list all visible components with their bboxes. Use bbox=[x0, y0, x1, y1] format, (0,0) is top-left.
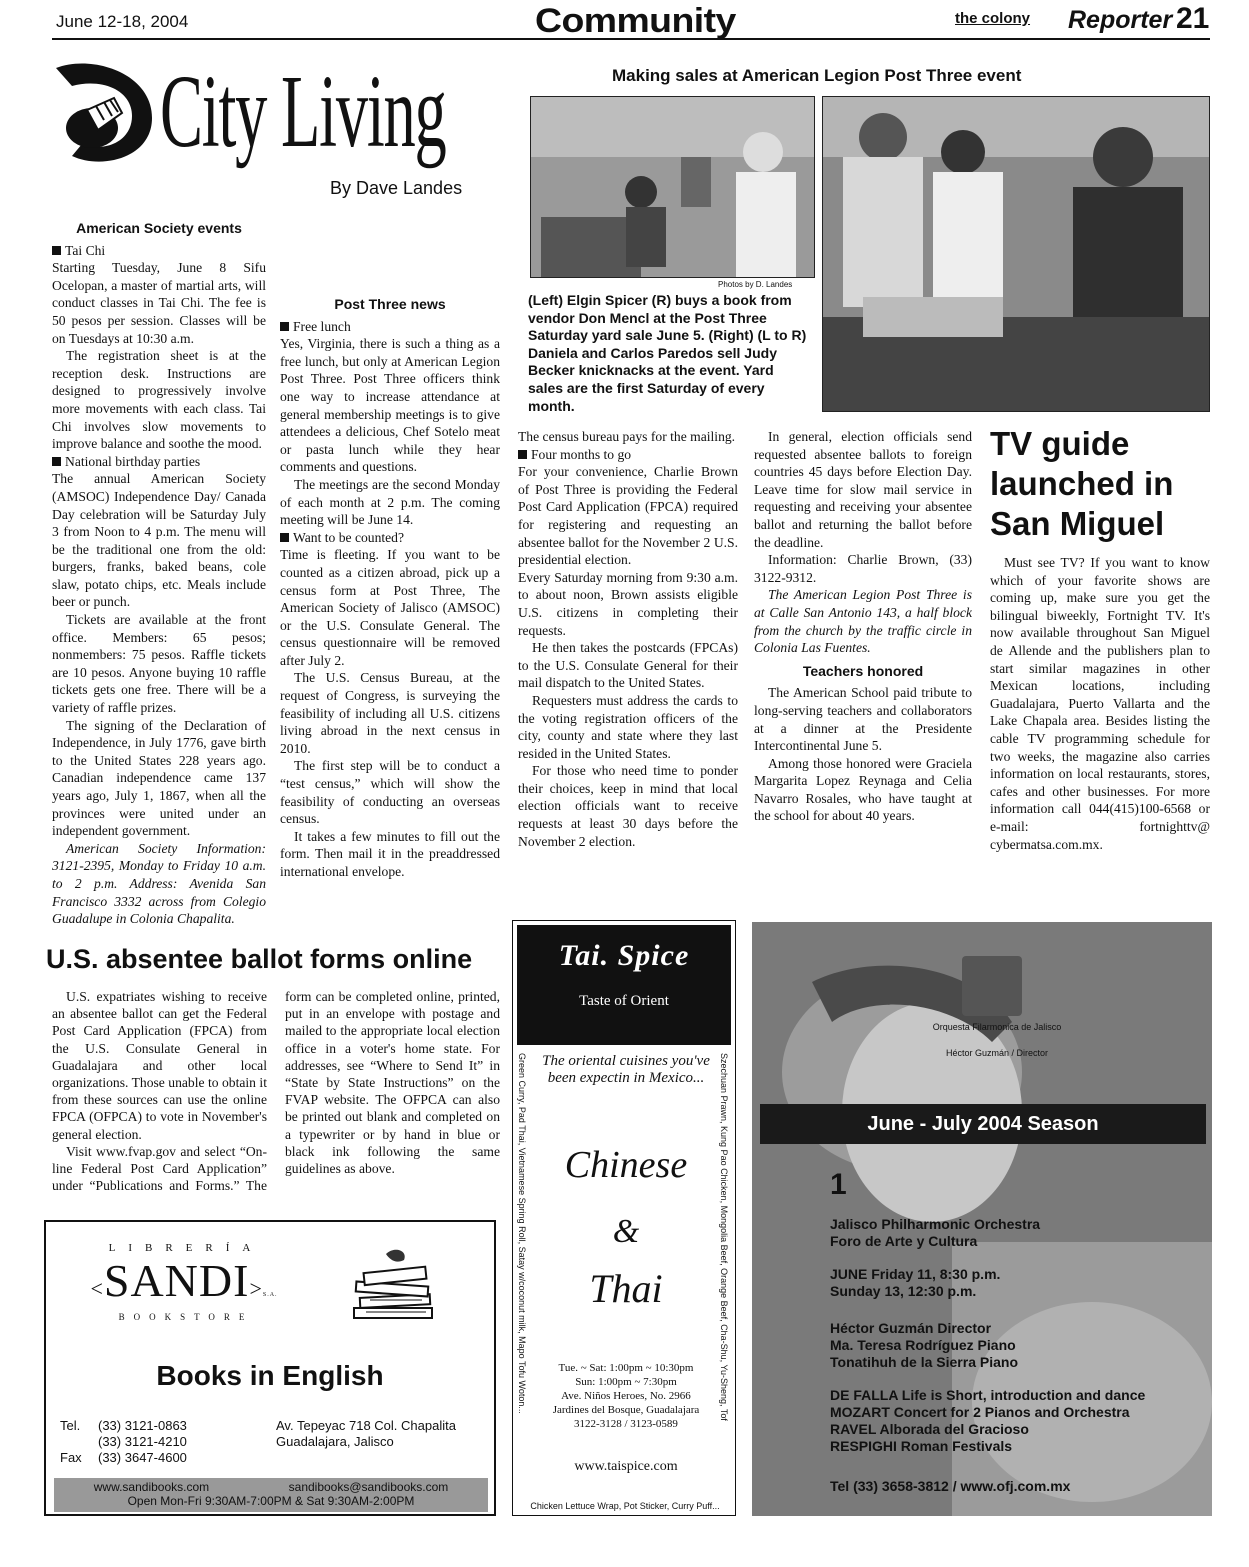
section-title: Community bbox=[535, 2, 736, 40]
photo-yard-sale-right-icon bbox=[823, 97, 1210, 412]
subhead-counted: Want to be counted? bbox=[280, 529, 500, 547]
tai-spice-header bbox=[517, 925, 731, 1045]
sandi-email[interactable]: sandibooks@sandibooks.com bbox=[288, 1480, 449, 1494]
concert-program-3: RAVEL Alborada del Gracioso bbox=[830, 1421, 1029, 1437]
paragraph: Must see TV? If you want to know which of your favorite shows are coming up, make sure you get the bilingual biweekly, Fortnight TV. It's now available throughout San Miguel de Allende and the publishers plan to start similar magazines in other Mexican locations, including Guadalajara, Puerto Vallarta and the Lake Chapala area. Besides listing the cable TV programming schedule for two weeks, the magazine also carries information on local restaurants, stores, cafes and other businesses. For more information call 044(415)100-6568 or e-mail: fortnighttv@ cybermatsa.com.mx. bbox=[990, 555, 1210, 852]
sandi-tel2: (33) 3121-4210 bbox=[98, 1434, 187, 1449]
sandi-web-row bbox=[54, 1480, 488, 1494]
sandi-top-label: LIBRERÍA bbox=[108, 1242, 264, 1254]
paragraph: In general, election officials send requested absentee ballots to foreign countries 45 days before Election Day. Leave time for slow mail service in requesting and receiving your absentee ballot and returning the ballot before the deadline. bbox=[754, 429, 972, 550]
paragraph: Information: Charlie Brown, (33) 3122-9312. bbox=[754, 552, 972, 585]
tai-spice-thai: Thai bbox=[589, 1266, 663, 1311]
subhead-teachers: Teachers honored bbox=[802, 662, 924, 679]
paragraph: Tickets are available at the front office. Members: 65 pesos; nonmembers: 75 pesos. Raffle tickets are 10 pesos. Anyone buying 10 raffle tickets gets one free. There will be a variety of raffle prizes. bbox=[52, 612, 266, 716]
paper-name: Reporter bbox=[1068, 6, 1173, 34]
paragraph: The registration sheet is at the reception desk. Instructions are designed to progressively involve more movements with each class. Tai Chi involves slow movements to improve balance and soothe the mood. bbox=[52, 348, 266, 452]
absentee-body bbox=[52, 988, 500, 1210]
concert-ensemble-2: Foro de Arte y Cultura bbox=[830, 1233, 978, 1249]
tai-spice-phones: 3122-3128 / 3123-0589 bbox=[574, 1418, 678, 1430]
ofj-logo-icon bbox=[962, 956, 1022, 1016]
subhead-birthday: National birthday parties bbox=[52, 453, 266, 471]
paragraph: The American School paid tribute to long-serving teachers and collaborators at a dinner at the Presidente Intercontinental June 5. bbox=[754, 685, 972, 754]
tai-spice-name: Tai. Spice bbox=[558, 939, 690, 972]
paragraph: For those who need time to ponder their choices, keep in mind that local election officials want to receive requests at least 30 days before the November 2 election. bbox=[518, 763, 738, 849]
sandi-logo bbox=[64, 1254, 304, 1307]
tai-spice-slogan: The oriental cuisines you've been expectin in Mexico... bbox=[542, 1053, 710, 1086]
concert-contact[interactable]: Tel (33) 3658-3812 / www.ofj.com.mx bbox=[830, 1478, 1071, 1494]
tv-guide-headline: TV guide launched in San Miguel bbox=[990, 425, 1174, 542]
sandi-bookstore-ad bbox=[44, 1220, 496, 1516]
paragraph: Every Saturday morning from 9:30 a.m. to about noon, Brown assists eligible U.S. citizens in completing their requests. bbox=[518, 569, 738, 638]
city-living-byline: By Dave Landes bbox=[330, 178, 463, 198]
concert-program-2: MOZART Concert for 2 Pianos and Orchestra bbox=[830, 1404, 1130, 1420]
subhead-four-months: Four months to go bbox=[518, 446, 738, 464]
sandi-name: SANDI bbox=[103, 1255, 250, 1306]
tai-spice-chinese: Chinese bbox=[564, 1144, 688, 1186]
sandi-right-bracket-icon: > bbox=[249, 1276, 263, 1301]
sandi-address-2: Guadalajara, Jalisco bbox=[276, 1434, 394, 1449]
tai-spice-hours-1: Tue. ~ Sat: 1:00pm ~ 10:30pm bbox=[558, 1362, 694, 1374]
paragraph: The signing of the Declaration of Independence, in July 1776, gave birth to the United States 228 years ago. Canadian independence came 137 years ago, July 1, 1867, when all the provinces were united under an independent government. bbox=[52, 717, 266, 839]
city-living-title: City Living bbox=[160, 54, 446, 169]
city-living-column-2 bbox=[280, 290, 500, 938]
photo-right bbox=[822, 96, 1210, 412]
issue-date: June 12-18, 2004 bbox=[56, 12, 189, 31]
concert-ensemble-1: Jalisco Philharmonic Orchestra bbox=[830, 1216, 1041, 1232]
paper-prefix: the colony bbox=[955, 10, 1031, 27]
paragraph: He then takes the postcards (FPCAs) to the U.S. Consulate General for their mail dispatch to the United States. bbox=[518, 640, 738, 691]
tv-guide-body bbox=[990, 554, 1210, 910]
paragraph: It takes a few minutes to fill out the form. Then mail it in the preaddressed international envelope. bbox=[280, 828, 500, 879]
concert-performer-2: Ma. Teresa Rodríguez Piano bbox=[830, 1337, 1016, 1353]
sandi-tel-label: Tel. bbox=[60, 1418, 81, 1433]
books-stack-icon bbox=[346, 1246, 438, 1322]
absentee-headline: U.S. absentee ballot forms online bbox=[46, 944, 473, 974]
sandi-fax: (33) 3647-4600 bbox=[98, 1450, 187, 1465]
legion-address: The American Legion Post Three is at Calle San Antonio 143, a half block from the church by the traffic circle in Colonia Las Fuentes. bbox=[754, 587, 972, 656]
photos-headline: Making sales at American Legion Post Three event bbox=[612, 66, 1022, 85]
paragraph: Visit www.fvap.gov and select “On-line Federal Post Card Application” under “Publications and Forms.” The form can be completed online, printed, put in an envelope with postage and mailed to the appropriate local election office in a voter's home state. For addresses, see “Where to Send It” in “State by State Instructions” on the FVAP website. The OFPCA can also be printed out blank and completed on a typewriter or by hand in blue or black ink following the same guidelines as above. bbox=[52, 989, 500, 1194]
paragraph: Among those honored were Graciela Margarita Lopez Reynaga and Celia Navarro Rosales, who have taught at the school for about 40 years. bbox=[754, 755, 972, 824]
tai-spice-amp: & bbox=[612, 1213, 640, 1250]
paragraph: The meetings are the second Monday of each month at 2 p.m. The coming meeting will be June 14. bbox=[280, 476, 500, 528]
paragraph: Yes, Virginia, there is such a thing as a free lunch, but only at American Legion Post Three. Post Three officers think one way to increase attendance at general membership meetings is to give attendees a delicious, Chef Sotelo meat or pasta lunch while they hear comments and questions. bbox=[280, 336, 500, 475]
paragraph: U.S. expatriates wishing to receive an absentee ballot can get the Federal Post Card Application (FPCA) from the U.S. Consulate General in Guadalajara and other local organizations. Those unable to obtain it from these sources can use the online FPCA (OFPCA) to vote in November's general election. bbox=[52, 989, 267, 1142]
concert-performer-3: Tonatihuh de la Sierra Piano bbox=[830, 1354, 1018, 1370]
photos-caption: (Left) Elgin Spicer (R) buys a book from vendor Don Mencl at the Post Three Saturday yard sale June 5. (Right) (L to R) Daniela and Carlos Paredos sell Judy Becker knicknacks at the event. Yard sales are the first Saturday of every month. bbox=[528, 292, 807, 414]
tai-spice-address-1: Ave. Niños Heroes, No. 2966 bbox=[561, 1390, 691, 1402]
concert-date-2: Sunday 13, 12:30 p.m. bbox=[830, 1283, 977, 1299]
tai-spice-contact bbox=[533, 1361, 719, 1431]
tai-spice-web[interactable]: www.taispice.com bbox=[574, 1459, 678, 1474]
sandi-web[interactable]: www.sandibooks.com bbox=[93, 1480, 210, 1494]
sandi-sa: S.A. bbox=[262, 1292, 278, 1298]
tai-spice-address-2: Jardines del Bosque, Guadalajara bbox=[552, 1404, 700, 1416]
tai-spice-bottom-menu: Chicken Lettuce Wrap, Pot Sticker, Curry Puff... bbox=[530, 1501, 720, 1511]
tai-spice-tagline: Taste of Orient bbox=[579, 993, 669, 1009]
paragraph: The annual American Society (AMSOC) Independence Day/ Canada Day celebration will be Saturday July 3 from Noon to 4 p.m. The menu will be the traditional one from the old: burgers, franks, baked beans, cole slaw, potato chips, etc. Meals include beer or punch. bbox=[52, 471, 266, 610]
subhead-post-three: Post Three news bbox=[334, 296, 446, 312]
tai-spice-left-menu: Green Curry, Pad Thai, Vietnamese Spring Roll, Satay w/coconut milk, Mapo Tofu Woton... bbox=[517, 1053, 527, 1414]
city-living-column-4 bbox=[754, 428, 972, 908]
amsoc-info: American Society Information: 3121-2395, Monday to Friday 10 a.m. to 2 p.m. Address: Avenida San Francisco 3332 across from Colegio Guadalupe in Colonia Chapalita. bbox=[52, 840, 266, 927]
concert-number: 1 bbox=[830, 1168, 847, 1201]
paragraph: Starting Tuesday, June 8 Sifu Ocelopan, a master of martial arts, will conduct classes in Tai Chi. The fee is 50 pesos per session. Classes will be on Tuesdays at 10:30 a.m. bbox=[52, 260, 266, 346]
sandi-fax-label: Fax bbox=[60, 1450, 82, 1465]
tai-spice-right-menu: Szechuan Prawn, Kung Pao Chicken, Mongolia Beef, Orange Beef, Cha-Shu, Yu-Sheng, Tof bbox=[719, 1053, 729, 1421]
sandi-bottom-label: BOOKSTORE bbox=[118, 1312, 254, 1322]
concert-director-line: Héctor Guzmán / Director bbox=[945, 1048, 1049, 1058]
page-number: 21 bbox=[1176, 2, 1210, 35]
photo-left bbox=[530, 96, 815, 278]
concert-season: June - July 2004 Season bbox=[760, 1104, 1206, 1144]
paragraph: Time is fleeting. If you want to be counted as a citizen abroad, pick up a census form at Post Three, The American Society of Jalisco (AMSOC) or the U.S. Consulate General. The census questionnaire will be removed after July 2. bbox=[280, 547, 500, 668]
paragraph: The census bureau pays for the mailing. bbox=[518, 429, 736, 444]
subhead-free-lunch: Free lunch bbox=[280, 318, 500, 336]
concert-performer-1: Héctor Guzmán Director bbox=[830, 1320, 992, 1336]
sandi-tagline: Books in English bbox=[156, 1360, 384, 1391]
city-living-column-3 bbox=[518, 428, 738, 908]
paragraph: Requesters must address the cards to the voting registration officers of the city, county and state where they last resided in the United States. bbox=[518, 692, 738, 761]
concert-org: Orquesta Filarmonica de Jalisco bbox=[932, 1022, 1062, 1032]
paragraph: The first step will be to conduct a “test census,” which will show the feasibility of conducting an overseas census. bbox=[280, 758, 500, 827]
city-living-logo-icon bbox=[52, 58, 157, 168]
subhead-american-society: American Society events bbox=[76, 220, 242, 236]
sandi-left-bracket-icon: < bbox=[90, 1276, 104, 1301]
tai-spice-hours-2: Sun: 1:00pm ~ 7:30pm bbox=[575, 1376, 677, 1388]
header-rule bbox=[52, 38, 1210, 40]
sandi-address-1: Av. Tepeyac 718 Col. Chapalita bbox=[276, 1418, 456, 1433]
subhead-tai-chi: Tai Chi bbox=[52, 242, 266, 260]
photo-yard-sale-left-icon bbox=[531, 97, 815, 278]
tai-spice-ad bbox=[512, 920, 736, 1516]
paragraph: For your convenience, Charlie Brown of Post Three is providing the Federal Post Card Application (FPCA) required for registering and requesting an absentee ballot for the November 2 U.S. presidential election. bbox=[518, 464, 738, 568]
city-living-column-1 bbox=[52, 214, 266, 934]
photo-credit: Photos by D. Landes bbox=[718, 280, 793, 289]
concert-program-1: DE FALLA Life is Short, introduction and dance bbox=[830, 1387, 1146, 1403]
sandi-footer bbox=[54, 1478, 488, 1512]
concert-ad bbox=[752, 922, 1212, 1516]
paragraph: The U.S. Census Bureau, at the request of Congress, is surveying the feasibility of including all U.S. citizens living abroad in the next census in 2010. bbox=[280, 670, 500, 756]
sandi-tel1: (33) 3121-0863 bbox=[98, 1418, 187, 1433]
sandi-hours: Open Mon-Fri 9:30AM-7:00PM & Sat 9:30AM-2:00PM bbox=[127, 1494, 415, 1508]
concert-program-4: RESPIGHI Roman Festivals bbox=[830, 1438, 1013, 1454]
concert-date-1: JUNE Friday 11, 8:30 p.m. bbox=[830, 1266, 1001, 1282]
